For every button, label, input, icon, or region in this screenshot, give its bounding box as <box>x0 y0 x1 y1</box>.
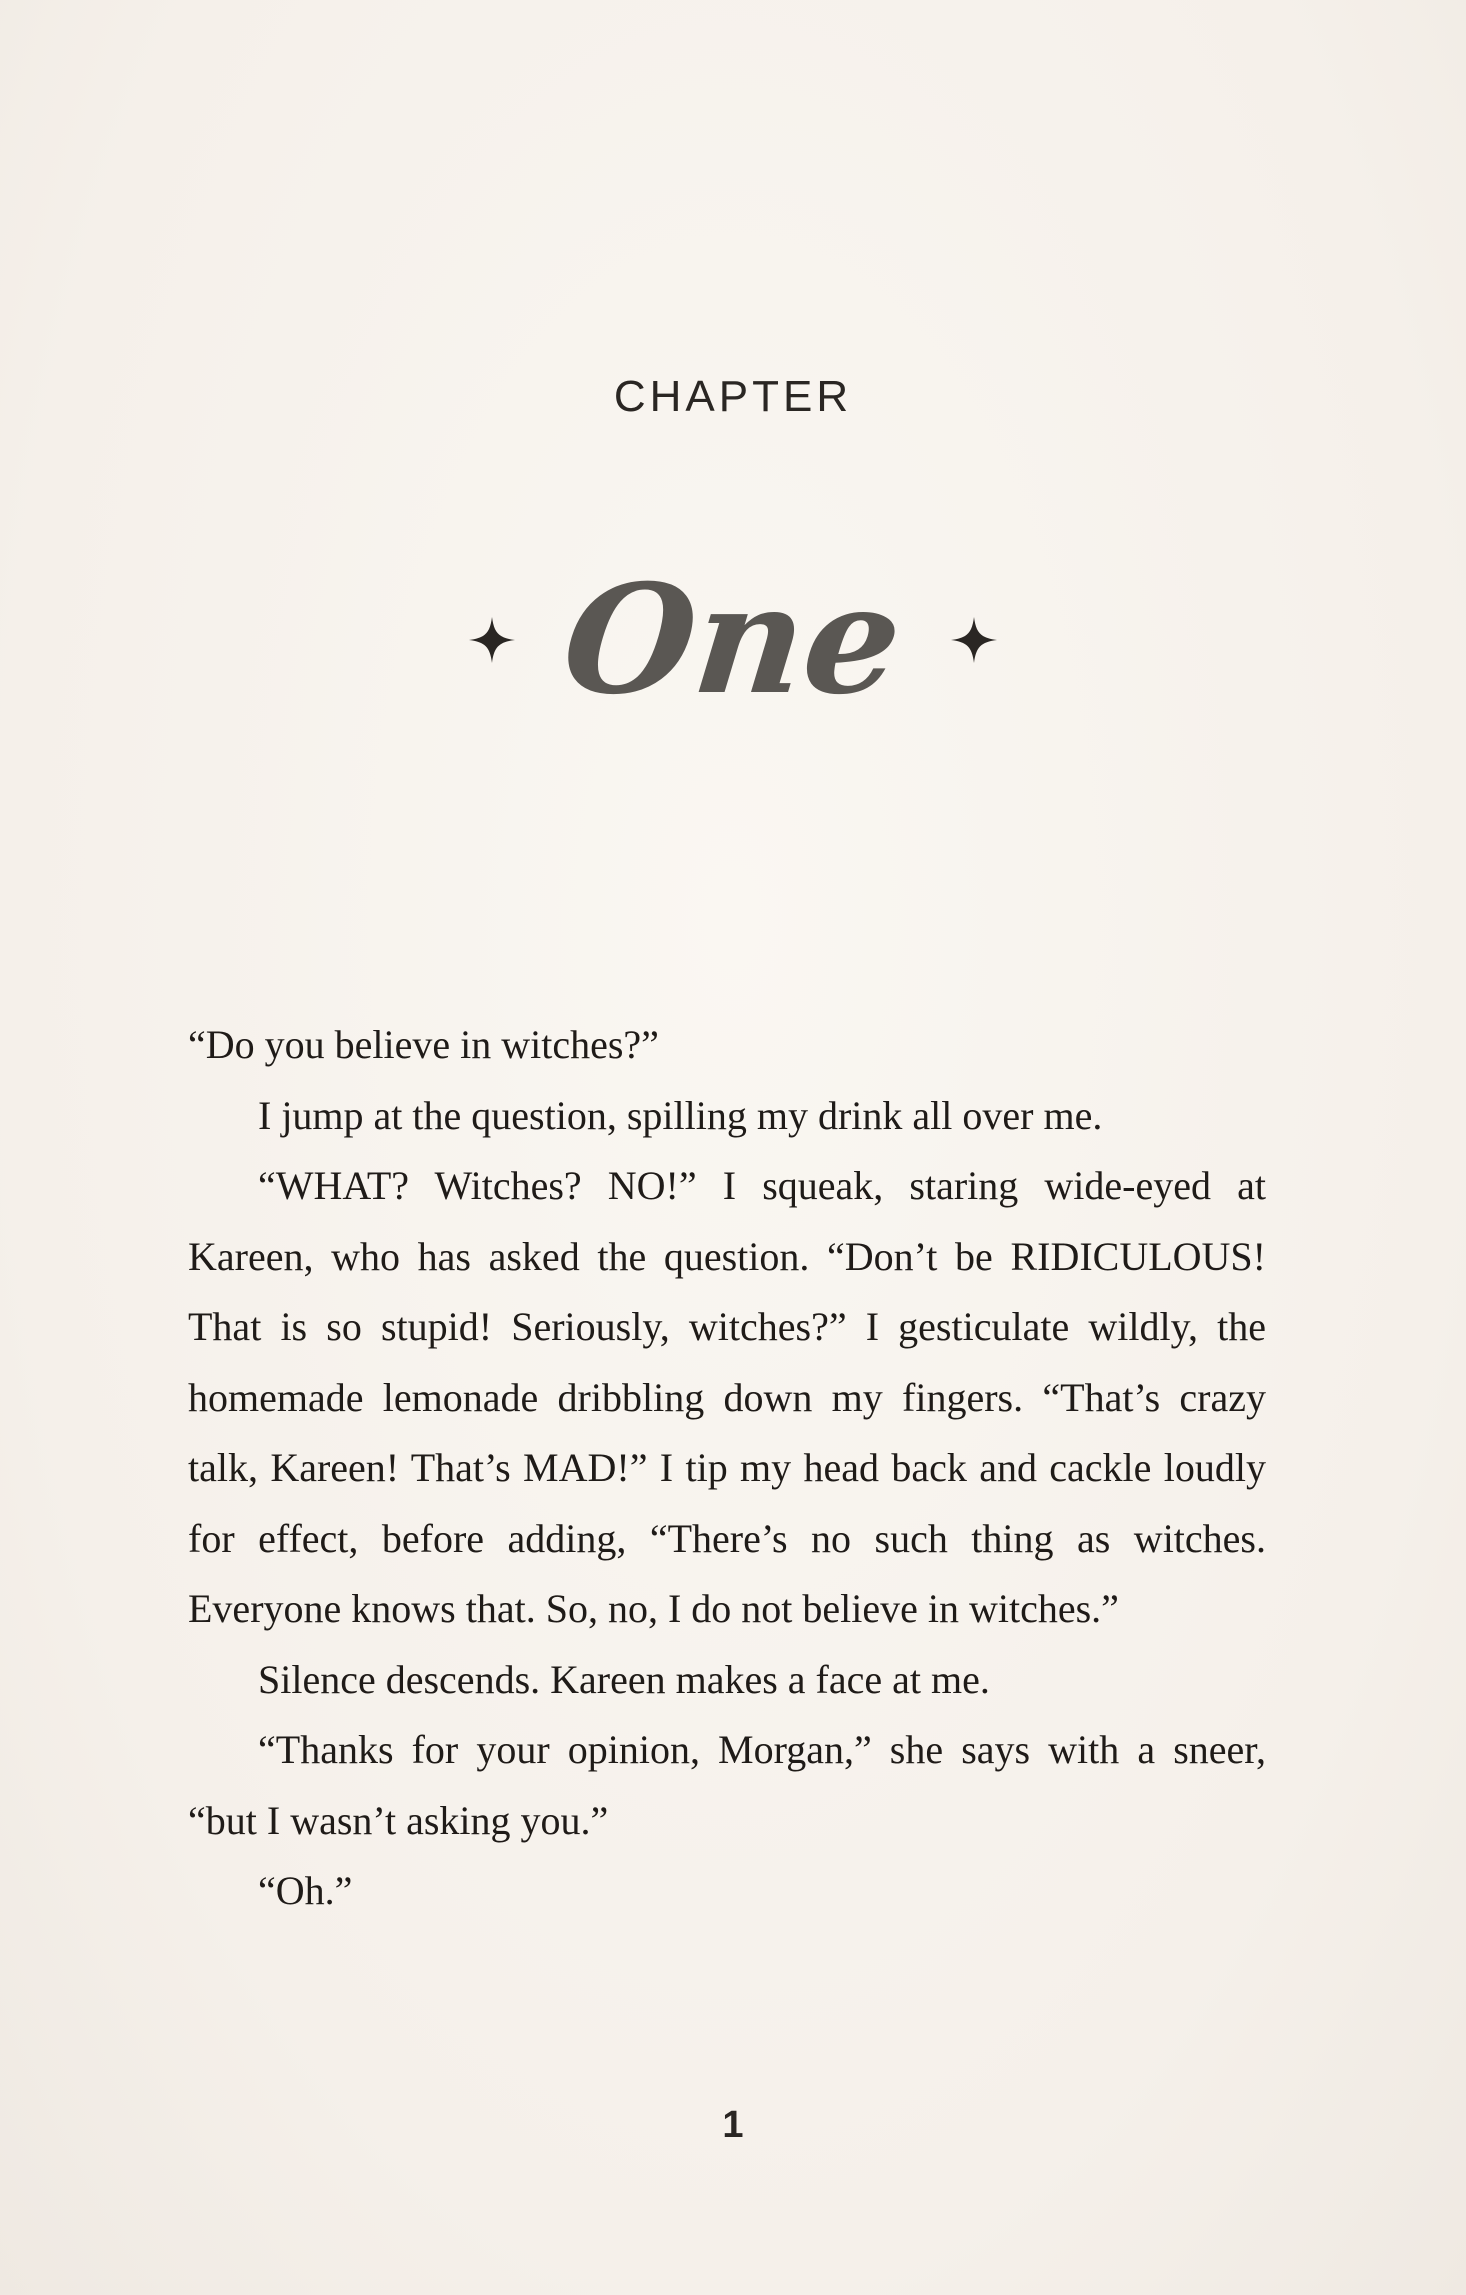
paragraph: “Oh.” <box>258 1868 353 1913</box>
paragraph: I jump at the question, spilling my drink all over me. <box>258 1092 1103 1138</box>
chapter-number-word: One <box>556 552 910 728</box>
chapter-body <box>188 1010 1266 1927</box>
sparkle-icon <box>467 615 517 665</box>
paragraph: “Thanks for your opinion, Morgan,” she says with a sneer, “but I wasn’t asking you.” <box>188 1727 1266 1843</box>
paragraph: “WHAT? Witches? NO!” I squeak, staring wide-eyed at Kareen, who has asked the question. “Don’t be RIDICULOUS! That is so stupid! Seriously, witches?” I gesticulate wildly, the homemade lemonade dribbling down my fingers. “That’s crazy talk, Kareen! That’s MAD!” I tip my head back and cackle loudly for effect, before adding, “There’s no such thing as witches. Everyone knows that. So, no, I do not believe in witches.” <box>188 1163 1266 1631</box>
chapter-label: CHAPTER <box>613 372 853 421</box>
paragraph: “Do you believe in witches?” <box>188 1022 659 1067</box>
sparkle-icon <box>949 615 999 665</box>
paragraph: Silence descends. Kareen makes a face at me. <box>258 1656 990 1702</box>
page-number: 1 <box>722 2104 744 2146</box>
chapter-heading <box>0 540 1466 740</box>
